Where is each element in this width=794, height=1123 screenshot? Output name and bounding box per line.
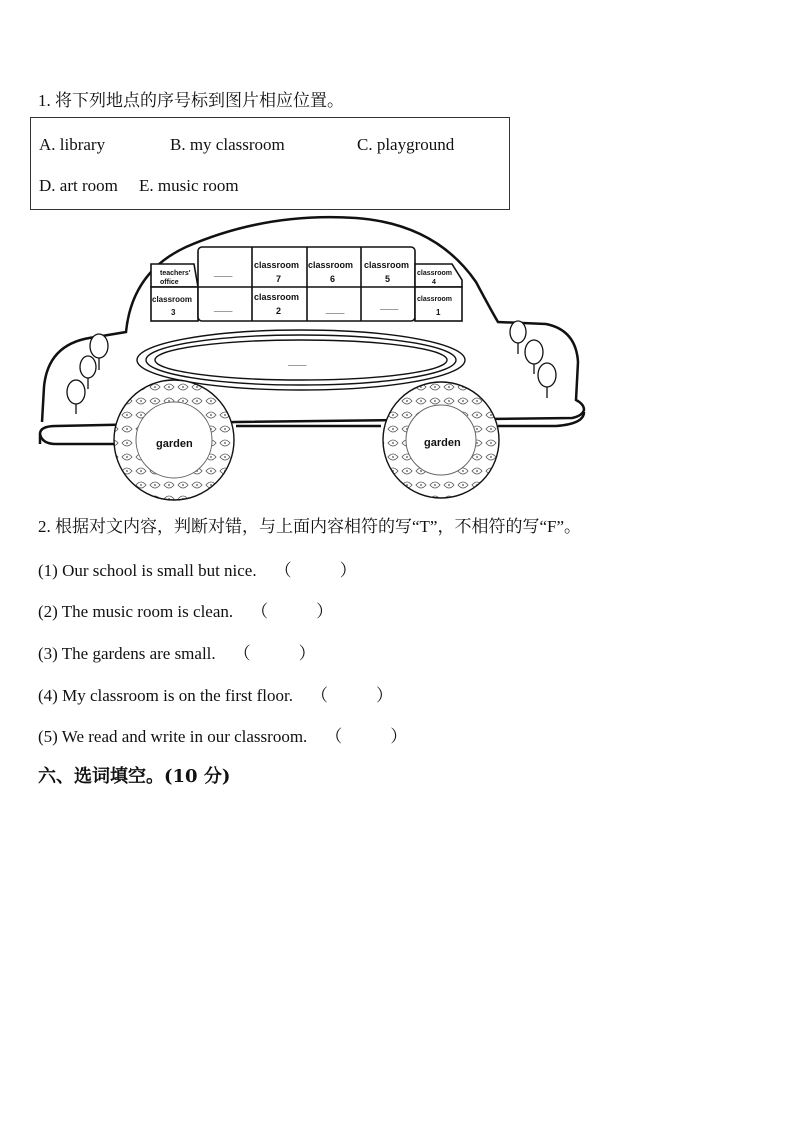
statement-3 <box>38 639 316 664</box>
blank-bottom-3: ___ <box>380 299 399 311</box>
room-classroom7-number: 7 <box>276 274 282 284</box>
room-classroom6-number: 6 <box>330 274 336 284</box>
section-6-heading: 六、选词填空。(10 分) <box>38 766 231 787</box>
paren-open: （ <box>325 727 343 746</box>
paren-open: （ <box>274 561 292 580</box>
room-classroom6-label: classroom <box>308 260 354 270</box>
option-e: E. music room <box>139 176 239 195</box>
blank-top-left: ___ <box>214 266 233 278</box>
blank-bottom-2: ___ <box>326 303 345 315</box>
blank-bottom-1: ___ <box>214 301 233 313</box>
garden-left-label: garden <box>156 438 193 450</box>
statement-1 <box>38 556 357 581</box>
garden-right-label: garden <box>424 437 461 449</box>
option-c: C. playground <box>357 135 455 154</box>
building-grid <box>151 247 462 321</box>
school-car-map <box>36 212 596 502</box>
question-2-title: 2. 根据对文内容，判断对错，与上面内容相符的写“T”，不相符的写“F”。 <box>38 517 582 536</box>
room-classroom3-number: 3 <box>171 308 176 317</box>
blank-playground: ___ <box>288 355 307 367</box>
paren-close: ） <box>316 602 334 621</box>
room-teachers-office-line1: teachers' <box>160 270 191 277</box>
statement-4-text: (4) My classroom is on the first floor. <box>38 686 293 705</box>
room-classroom5-label: classroom <box>364 260 410 270</box>
room-classroom3-label: classroom <box>152 295 193 304</box>
paren-open: （ <box>310 686 328 705</box>
paren-open: （ <box>233 644 251 663</box>
room-classroom4-number: 4 <box>432 279 436 286</box>
option-d: D. art room <box>39 176 118 195</box>
statement-1-text: (1) Our school is small but nice. <box>38 561 257 580</box>
options-box <box>30 117 510 210</box>
statement-2 <box>38 597 333 622</box>
option-a: A. library <box>39 135 106 154</box>
room-teachers-office-line2: office <box>160 279 179 286</box>
paren-close: ） <box>339 561 357 580</box>
room-classroom5-number: 5 <box>385 274 391 284</box>
room-classroom7-label: classroom <box>254 260 300 270</box>
question-1-title: 1. 将下列地点的序号标到图片相应位置。 <box>38 91 344 110</box>
paren-close: ） <box>390 727 408 746</box>
room-classroom1-label: classroom <box>417 296 453 303</box>
option-b: B. my classroom <box>170 135 285 154</box>
paren-close: ） <box>375 686 393 705</box>
statement-5 <box>38 722 407 747</box>
statement-2-text: (2) The music room is clean. <box>38 602 234 621</box>
paren-close: ） <box>298 644 316 663</box>
room-classroom1-number: 1 <box>436 308 441 317</box>
statement-4 <box>38 681 393 706</box>
statement-5-text: (5) We read and write in our classroom. <box>38 727 308 746</box>
room-classroom2-label: classroom <box>254 292 300 302</box>
room-classroom2-number: 2 <box>276 306 282 316</box>
paren-open: （ <box>251 602 269 621</box>
statement-3-text: (3) The gardens are small. <box>38 644 216 663</box>
room-classroom4-label: classroom <box>417 270 453 277</box>
